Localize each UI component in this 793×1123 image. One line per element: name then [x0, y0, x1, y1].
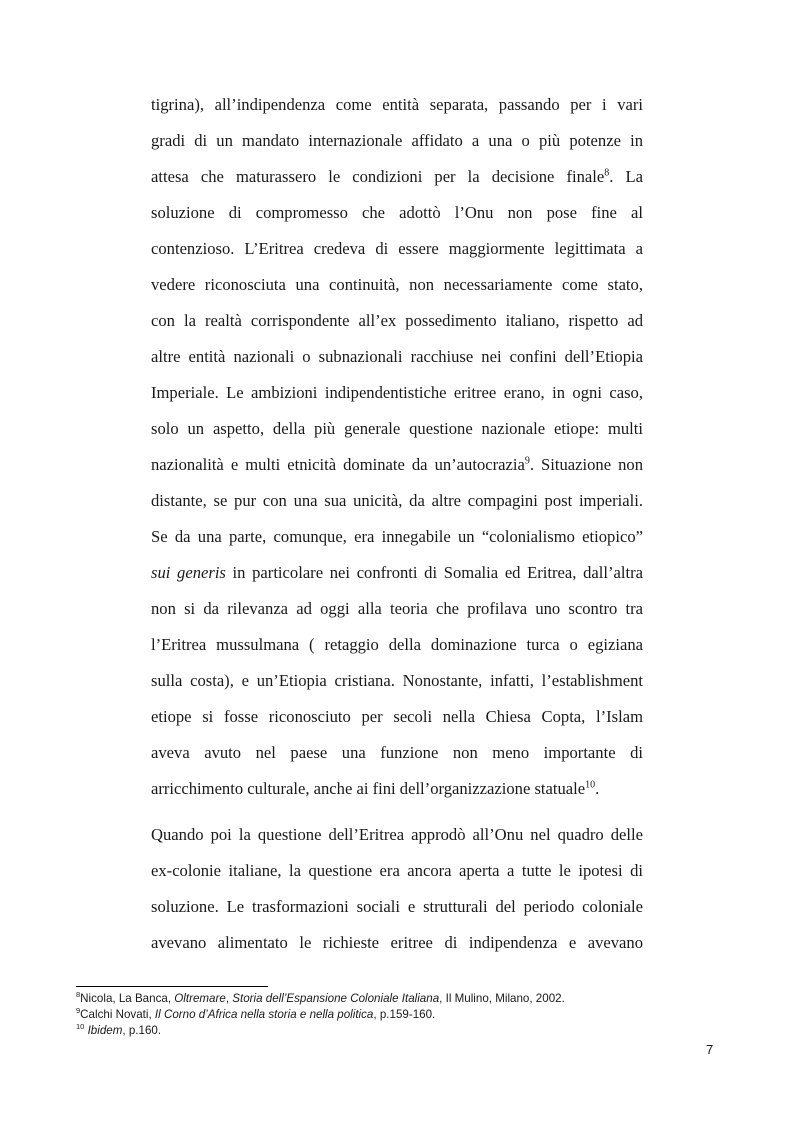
text-line	[151, 166, 643, 188]
footnote-text: ,	[225, 992, 233, 1005]
footnote-title: Ibidem	[87, 1024, 123, 1037]
footnote-title: Il Corno d’Africa nella storia e nella politica	[154, 1008, 374, 1021]
footnote-ref-9[interactable]: 9	[524, 455, 530, 467]
footnote-ref-10[interactable]: 10	[585, 779, 596, 791]
footnote-title: Storia dell’Espansione Coloniale Italiana	[232, 992, 440, 1005]
footnote-title: Oltremare	[174, 992, 226, 1005]
text-segment: .	[595, 779, 600, 798]
page-number: 7	[706, 1042, 714, 1057]
text-line: non si da rilevanza ad oggi alla teoria che profilava uno scontro tra	[151, 599, 643, 618]
text-segment: . Situazione non	[529, 455, 643, 474]
text-line: con la realtà corrispondente all’ex possedimento italiano, rispetto ad	[151, 311, 643, 330]
text-line: soluzione di compromesso che adottò l’Onu non pose fine al	[151, 203, 643, 222]
text-segment: arricchimento culturale, anche ai fini dell’organizzazione statuale	[151, 779, 586, 798]
text-line: ex-colonie italiane, la questione era ancora aperta a tutte le ipotesi di	[151, 861, 643, 880]
footnote-ref-8[interactable]: 8	[604, 167, 610, 179]
text-line: distante, se pur con una sua unicità, da altre compagini post imperiali.	[151, 491, 643, 510]
text-line: soluzione. Le trasformazioni sociali e strutturali del periodo coloniale	[151, 897, 643, 916]
text-segment: in particolare nei confronti di Somalia ed Eritrea, dall’altra	[225, 563, 643, 582]
text-line: l’Eritrea mussulmana ( retaggio della dominazione turca o egiziana	[151, 635, 643, 654]
footnote-text: , Il Mulino, Milano, 2002.	[439, 992, 565, 1005]
text-segment: nazionalità e multi etnicità dominate da un’autocrazia	[151, 455, 525, 474]
footnote-number: 8	[76, 990, 81, 1000]
text-line: solo un aspetto, della più generale questione nazionale etiope: multi	[151, 419, 643, 438]
footnote-text: , p.159-160.	[373, 1008, 436, 1021]
italic-phrase: sui generis	[151, 563, 226, 582]
text-line: gradi di un mandato internazionale affidato a una o più potenze in	[151, 131, 643, 150]
text-line: sulla costa), e un’Etiopia cristiana. Nonostante, infatti, l’establishment	[151, 671, 643, 690]
text-line: avevano alimentato le richieste eritree di indipendenza e avevano	[151, 933, 643, 952]
text-line	[151, 562, 643, 584]
text-line: Se da una parte, comunque, era innegabile un “colonialismo etiopico”	[151, 527, 643, 546]
footnote-number: 9	[76, 1006, 81, 1016]
text-line: etiope si fosse riconosciuto per secoli nella Chiesa Copta, l’Islam	[151, 707, 643, 726]
footnote-separator	[76, 986, 268, 987]
footnote-text: , p.160.	[122, 1024, 162, 1037]
footnotes	[76, 991, 716, 1039]
footnote-number: 10	[76, 1022, 85, 1032]
text-line	[151, 778, 643, 800]
text-segment: . La	[609, 167, 643, 186]
text-line	[151, 454, 643, 476]
footnote-text: Nicola, La Banca,	[80, 992, 175, 1005]
text-segment: attesa che maturassero le condizioni per la decisione finale	[151, 167, 605, 186]
footnote-8	[76, 991, 716, 1007]
text-line: Imperiale. Le ambizioni indipendentistiche eritree erano, in ogni caso,	[151, 383, 643, 402]
text-line: contenzioso. L’Eritrea credeva di essere maggiormente legittimata a	[151, 239, 643, 258]
text-line: vedere riconosciuta una continuità, non necessariamente come stato,	[151, 275, 643, 294]
text-line: tigrina), all’indipendenza come entità separata, passando per i vari	[151, 95, 643, 114]
text-line: altre entità nazionali o subnazionali racchiuse nei confini dell’Etiopia	[151, 347, 643, 366]
text-line: aveva avuto nel paese una funzione non meno importante di	[151, 743, 643, 762]
footnote-10	[76, 1023, 716, 1039]
footnote-text: Calchi Novati,	[80, 1008, 155, 1021]
footnote-9	[76, 1007, 716, 1023]
text-line: Quando poi la questione dell’Eritrea approdò all’Onu nel quadro delle	[151, 825, 643, 844]
